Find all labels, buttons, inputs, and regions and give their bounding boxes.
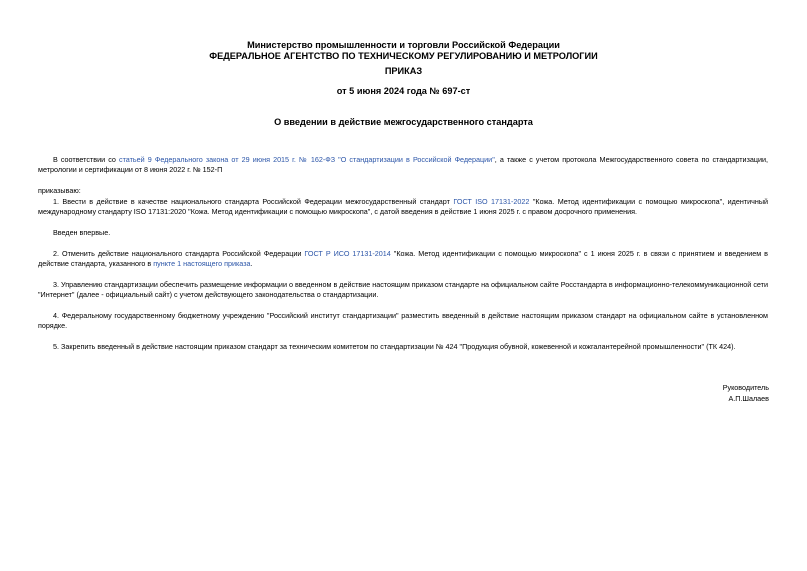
paragraph-2 <box>38 249 768 270</box>
p1-suffix: "Кожа. Метод идентификации с помощью микроскопа", идентичный международному стандарту ISO 17131:2020 "Кожа. Метод идентификации с помощью микроскопа", с датой введения в действие 1 июня 2025 г. с правом досрочного применения. <box>38 197 769 217</box>
p2-mid: "Кожа. Метод идентификации с помощью микроскопа" с 1 июня 2025 г. в связи с принятием и введением в действие стандарта, указанного в <box>38 249 768 269</box>
order-title: О введении в действие межгосударственного стандарта <box>274 117 533 127</box>
orders-word: приказываю: <box>38 186 81 195</box>
paragraph-1 <box>38 197 768 218</box>
paragraph-4: 4. Федеральному государственному бюджетному учреждению "Российский институт стандартизации" разместить введенный в действие настоящим приказом стандарт на официальном сайте в установленном порядке. <box>38 311 768 331</box>
p2-prefix: 2. Отменить действие национального стандарта Российской Федерации <box>53 249 305 258</box>
p2-suffix: . <box>250 259 253 269</box>
point-1-link[interactable]: пункте 1 настоящего приказа <box>153 259 251 269</box>
preamble-prefix: В соответствии со <box>53 155 119 164</box>
ministry-name: Министерство промышленности и торговли Российской Федерации <box>247 40 560 50</box>
signature-role: Руководитель <box>722 383 769 392</box>
p1-prefix: 1. Ввести в действие в качестве национального стандарта Российской Федерации межгосударственный стандарт <box>53 197 454 206</box>
agency-name: ФЕДЕРАЛЬНОЕ АГЕНТСТВО ПО ТЕХНИЧЕСКОМУ РЕГУЛИРОВАНИЮ И МЕТРОЛОГИИ <box>209 51 598 61</box>
federal-law-link[interactable]: статьей 9 Федерального закона от 29 июня 2015 г. № 162-ФЗ "О стандартизации в Российской Федерации" <box>119 155 495 164</box>
preamble-paragraph <box>38 155 768 176</box>
paragraph-5: 5. Закрепить введенный в действие настоящим приказом стандарт за техническим комитетом по стандартизации № 424 "Продукция обувной, кожевенной и кожгалантерейной промышленности" (ТК 424). <box>53 342 736 351</box>
signature-name: А.П.Шалаев <box>728 394 769 403</box>
signature-block <box>569 382 769 404</box>
paragraph-3: 3. Управлению стандартизации обеспечить размещение информации о введенном в действие настоящим приказом стандарте на официальном сайте Росстандарта в информационно-телекоммуникационной сети "Интернет" (далее - официальный сайт) с учетом действующего законодательства о стандартизации. <box>38 280 768 300</box>
gost-r-iso-link[interactable]: ГОСТ Р ИСО 17131-2014 <box>304 249 391 258</box>
introduced-first-time: Введен впервые. <box>53 228 111 237</box>
document-header <box>0 40 807 62</box>
preamble-suffix: , а также с учетом протокола Межгосударственного совета по стандартизации, метрологии и сертификации от 8 июня 2022 г. № 152-П <box>38 155 769 175</box>
order-date-number: от 5 июня 2024 года № 697-ст <box>336 86 471 96</box>
order-label: ПРИКАЗ <box>384 66 423 76</box>
gost-iso-link[interactable]: ГОСТ ISO 17131-2022 <box>453 197 530 206</box>
